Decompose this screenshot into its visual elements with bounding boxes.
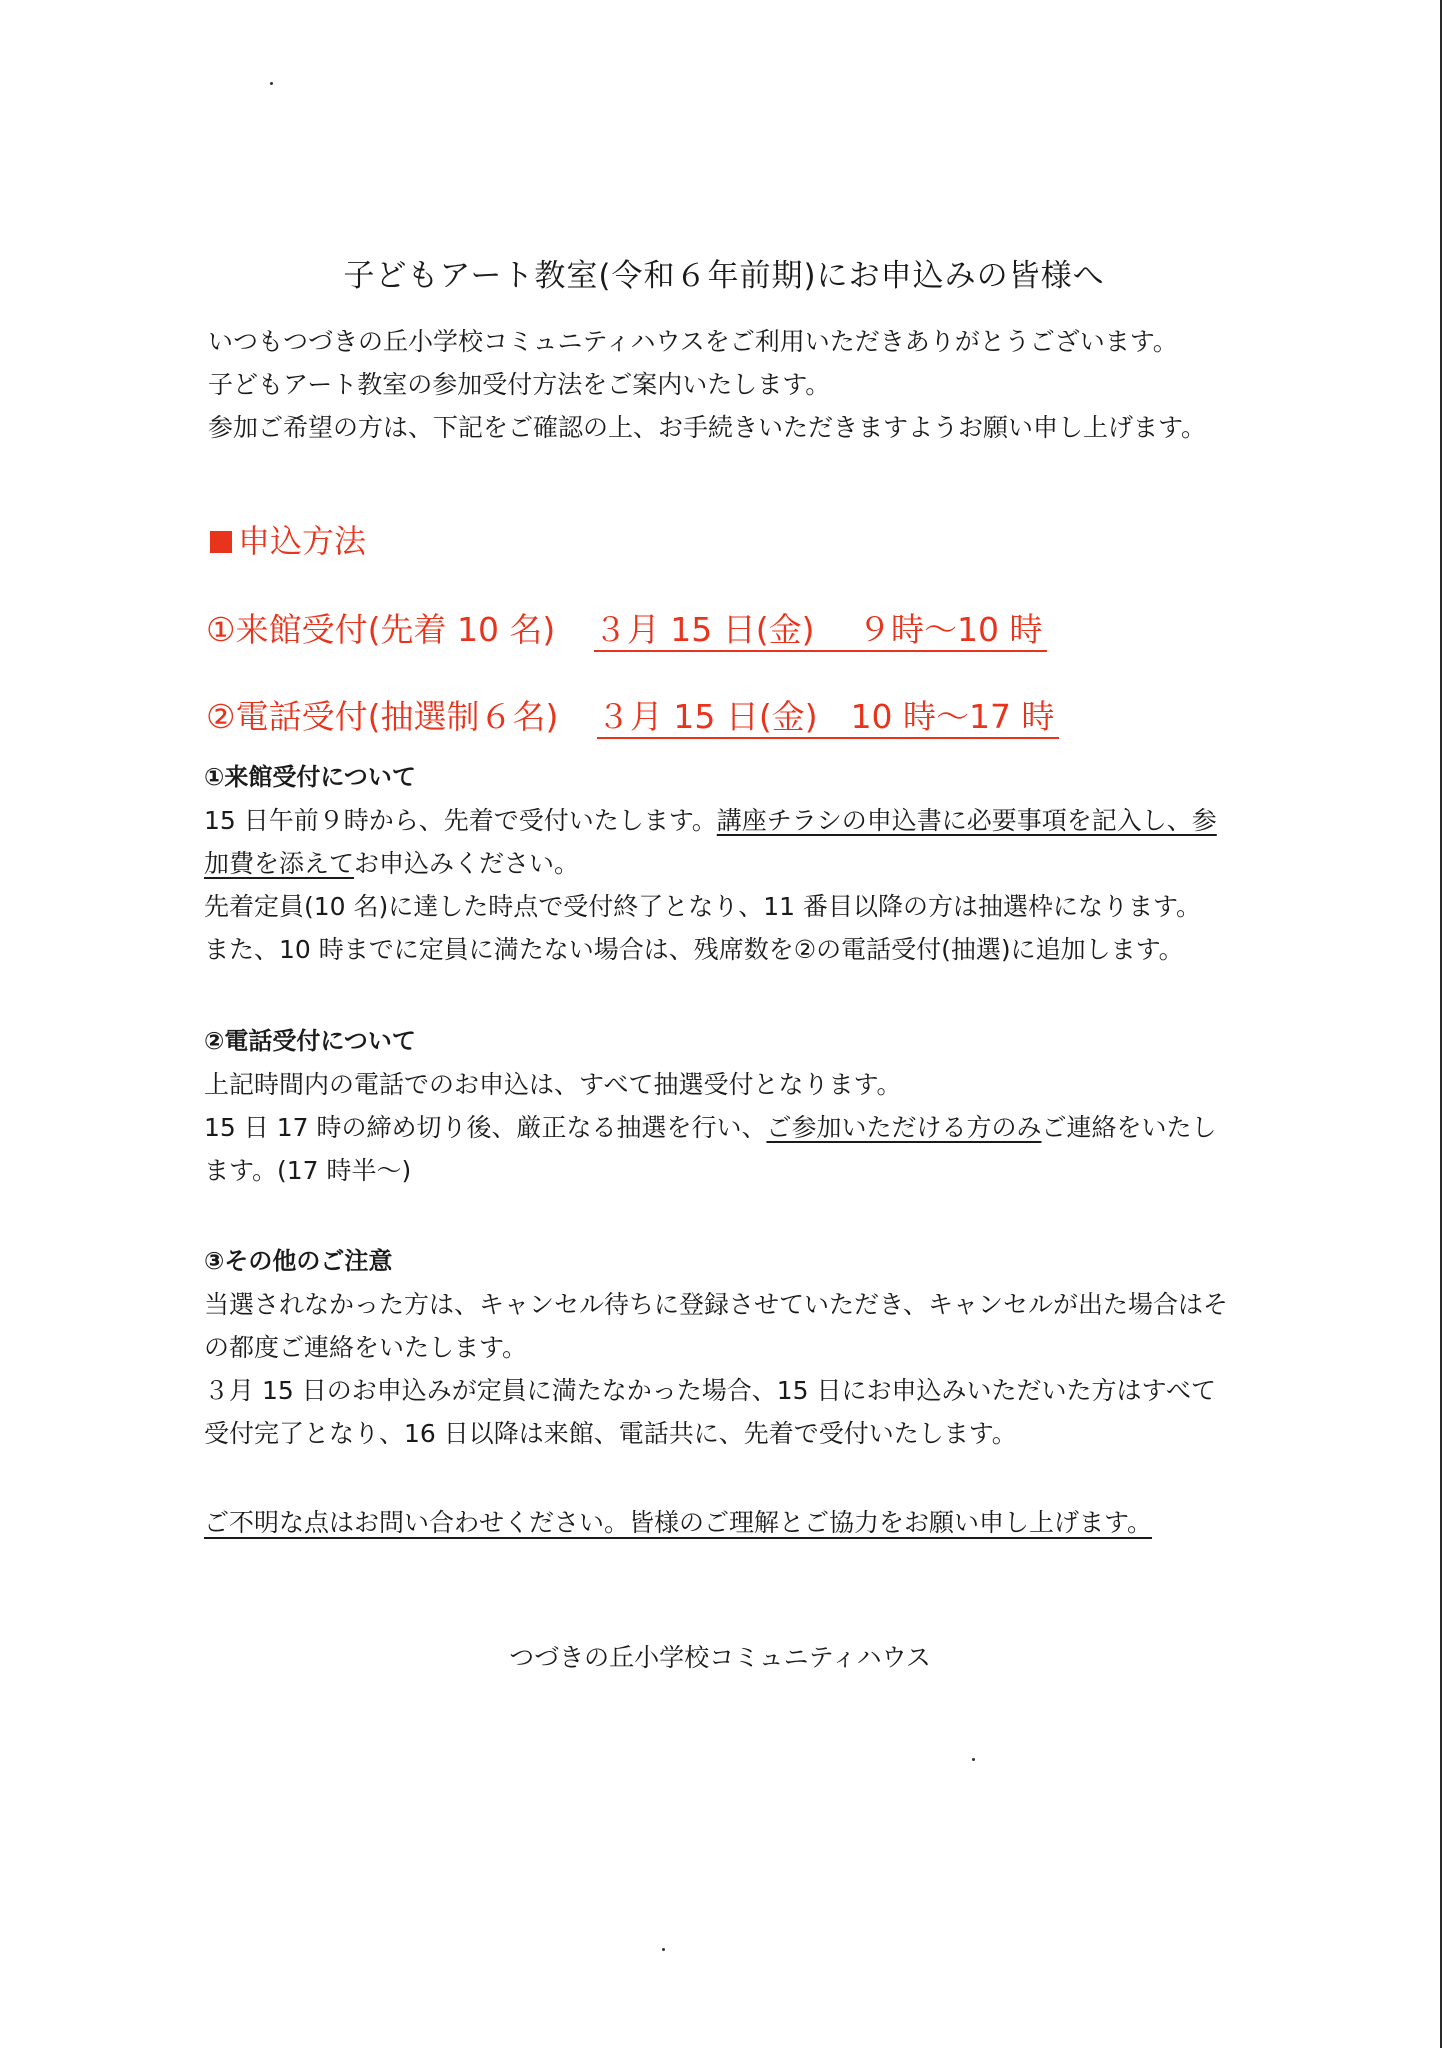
intro-line: 子どもアート教室の参加受付方法をご案内いたします。 (208, 370, 831, 399)
intro-line: 参加ご希望の方は、下記をご確認の上、お手続きいただきますようお願い申し上げます。 (208, 413, 1207, 442)
intro-paragraph (208, 320, 1206, 449)
square-bullet-icon (210, 531, 232, 553)
method-label: ①来館受付(先着 10 名) (206, 610, 556, 649)
underlined-text: ご参加いただける方のみ (766, 1113, 1042, 1142)
signature-text: つづきの丘小学校コミュニティハウス (509, 1643, 931, 1672)
method-time: ３月 15 日(金) ９時～10 時 (594, 610, 1047, 652)
section-line: ます。(17 時半～) (204, 1156, 412, 1185)
text-run: 15 日午前９時から、先着で受付いたします。 (204, 806, 717, 835)
section-heading: ①来館受付について (204, 763, 416, 791)
section-line: 先着定員(10 名)に達した時点で受付終了となり、11 番目以降の方は抽選枠になります。 (204, 892, 1202, 921)
method-label: ②電話受付(抽選制６名) (206, 697, 559, 736)
section-heading: ②電話受付について (204, 1027, 416, 1055)
section-line (204, 1106, 1254, 1149)
method-time: ３月 15 日(金) 10 時～17 時 (597, 697, 1059, 739)
closing-note: ご不明な点はお問い合わせください。皆様のご理解とご協力をお願い申し上げます。 (204, 1508, 1153, 1537)
section-line: また、10 時までに定員に満たない場合は、残席数を②の電話受付(抽選)に追加します。 (204, 935, 1184, 964)
section-line: の都度ご連絡をいたします。 (204, 1333, 528, 1362)
section-phone (204, 1020, 1254, 1192)
method-phone (206, 691, 1059, 739)
underlined-text: 加費を添えて (204, 849, 355, 878)
section-heading: ③その他のご注意 (204, 1247, 393, 1275)
scan-speck (662, 1948, 665, 1951)
text-run: お申込みください。 (354, 849, 580, 878)
section-line: ３月 15 日のお申込みが定員に満たなかった場合、15 日にお申込みいただいた方はすべて (204, 1376, 1216, 1405)
signature (0, 1638, 1448, 1674)
method-heading-text: 申込方法 (238, 522, 367, 560)
method-walkin (206, 604, 1047, 652)
intro-line: いつもつづきの丘小学校コミュニティハウスをご利用いただきありがとうございます。 (208, 327, 1178, 356)
scan-page-edge (1440, 0, 1442, 2048)
section-line: 受付完了となり、16 日以降は来館、電話共に、先着で受付いたします。 (204, 1419, 1017, 1448)
section-walkin (204, 756, 1254, 971)
section-line: 上記時間内の電話でのお申込は、すべて抽選受付となります。 (204, 1070, 902, 1099)
section-line: 当選されなかった方は、キャンセル待ちに登録させていただき、キャンセルが出た場合はそ (204, 1290, 1229, 1319)
text-run: ご連絡をいたし (1041, 1113, 1217, 1142)
section-other-notes (204, 1240, 1254, 1455)
page-title: 子どもアート教室(令和６年前期)にお申込みの皆様へ (343, 258, 1105, 294)
text-run: 15 日 17 時の締め切り後、厳正なる抽選を行い、 (204, 1113, 767, 1142)
scan-speck (972, 1758, 975, 1761)
section-line (204, 799, 1254, 842)
section-line (204, 842, 1254, 885)
scan-speck (270, 82, 273, 85)
method-heading (210, 516, 366, 562)
underlined-text: 講座チラシの申込書に必要事項を記入し、参 (716, 806, 1217, 835)
